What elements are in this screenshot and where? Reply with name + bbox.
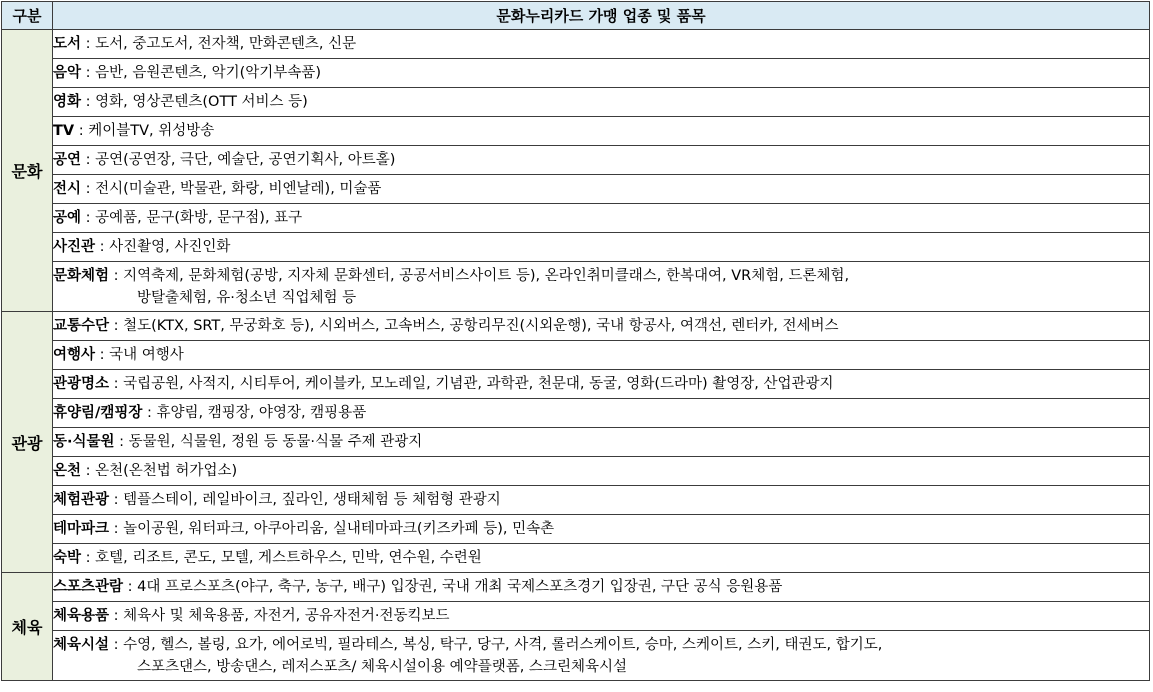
item-label: 스포츠관람 <box>53 578 124 595</box>
header-division: 구분 <box>2 2 53 30</box>
item-text: 도서, 중고도서, 전자책, 만화콘텐츠, 신문 <box>95 35 357 52</box>
item-text: 템플스테이, 레일바이크, 짚라인, 생태체험 등 체험형 관광지 <box>123 491 501 508</box>
separator: : <box>95 238 110 255</box>
item-cell <box>53 341 1150 370</box>
item-cell <box>53 457 1150 486</box>
item-label: 전시 <box>53 180 82 197</box>
separator: : <box>109 607 124 624</box>
separator: : <box>74 122 89 139</box>
item-cell <box>53 204 1150 233</box>
item-cell <box>53 486 1150 515</box>
item-label: 공예 <box>53 209 82 226</box>
category-cell: 관광 <box>2 312 53 573</box>
table-row <box>2 233 1150 262</box>
item-text: 국내 여행사 <box>109 346 184 363</box>
table-row <box>2 341 1150 370</box>
item-cell <box>53 146 1150 175</box>
item-label: 음악 <box>53 64 82 81</box>
separator: : <box>81 462 96 479</box>
table-row <box>2 602 1150 631</box>
separator: : <box>81 93 96 110</box>
table-row <box>2 117 1150 146</box>
table-row <box>2 370 1150 399</box>
separator: : <box>95 346 110 363</box>
item-cell <box>53 428 1150 457</box>
item-label: 사진관 <box>53 238 96 255</box>
separator: : <box>81 209 96 226</box>
table-row <box>2 515 1150 544</box>
separator: : <box>109 491 124 508</box>
item-cell <box>53 117 1150 146</box>
separator: : <box>123 578 138 595</box>
table-row <box>2 544 1150 573</box>
item-label: 숙박 <box>53 549 82 566</box>
table-row <box>2 30 1150 59</box>
separator: : <box>109 375 124 392</box>
item-text: 공연(공연장, 극단, 예술단, 공연기획사, 아트홀) <box>95 151 396 168</box>
item-text: 공예품, 문구(화방, 문구점), 표구 <box>95 209 303 226</box>
item-label: 체험관광 <box>53 491 110 508</box>
item-text-continued: 방탈출체험, 유·청소년 직업체험 등 <box>137 289 357 306</box>
table-body <box>2 2 1150 681</box>
item-label: 관광명소 <box>53 375 110 392</box>
table-row <box>2 175 1150 204</box>
table-row <box>2 312 1150 341</box>
item-label: 온천 <box>53 462 82 479</box>
item-text: 놀이공원, 워터파크, 아쿠아리움, 실내테마파크(키즈카페 등), 민속촌 <box>123 520 555 537</box>
item-label: 영화 <box>53 93 82 110</box>
item-label: 휴양림/캠핑장 <box>53 404 143 421</box>
header-items: 문화누리카드 가맹 업종 및 품목 <box>53 2 1150 30</box>
separator: : <box>109 520 124 537</box>
item-text: 음반, 음원콘텐츠, 악기(악기부속품) <box>95 64 321 81</box>
item-cell <box>53 602 1150 631</box>
separator: : <box>81 151 96 168</box>
item-cell <box>53 59 1150 88</box>
item-text: 동물원, 식물원, 정원 등 동물·식물 주제 관광지 <box>128 433 423 450</box>
table-row <box>2 399 1150 428</box>
item-text: 체육사 및 체육용품, 자전거, 공유자전거·전동킥보드 <box>123 607 450 624</box>
item-cell <box>53 515 1150 544</box>
table-row <box>2 457 1150 486</box>
item-label: 테마파크 <box>53 520 110 537</box>
item-text: 휴양림, 캠핑장, 야영장, 캠핑용품 <box>156 404 367 421</box>
item-text: 호텔, 리조트, 콘도, 모텔, 게스트하우스, 민박, 연수원, 수련원 <box>95 549 482 566</box>
item-text: 케이블TV, 위성방송 <box>88 122 215 139</box>
item-text: 국립공원, 사적지, 시티투어, 케이블카, 모노레일, 기념관, 과학관, 천문대, 동굴, 영화(드라마) 촬영장, 산업관광지 <box>123 375 834 392</box>
item-text: 지역축제, 문화체험(공방, 지자체 문화센터, 공공서비스사이트 등), 온라인취미클래스, 한복대여, VR체험, 드론체험, <box>123 267 850 284</box>
item-label: TV <box>53 122 75 139</box>
item-text: 4대 프로스포츠(야구, 축구, 농구, 배구) 입장권, 국내 개최 국제스포츠경기 입장권, 구단 공식 응원용품 <box>137 578 783 595</box>
category-cell: 체육 <box>2 573 53 681</box>
item-label: 동·식물원 <box>53 433 115 450</box>
item-cell <box>53 631 1150 681</box>
table-row <box>2 486 1150 515</box>
item-text-continued: 스포츠댄스, 방송댄스, 레저스포츠/ 체육시설이용 예약플랫폼, 스크린체육시설 <box>137 658 627 675</box>
item-cell <box>53 233 1150 262</box>
item-text: 온천(온천법 허가업소) <box>95 462 238 479</box>
separator: : <box>109 636 124 653</box>
item-cell <box>53 262 1150 312</box>
separator: : <box>114 433 129 450</box>
item-text: 철도(KTX, SRT, 무궁화호 등), 시외버스, 고속버스, 공항리무진(시외운행), 국내 항공사, 여객선, 렌터카, 전세버스 <box>123 317 839 334</box>
table-row <box>2 262 1150 312</box>
table-row <box>2 88 1150 117</box>
item-label: 문화체험 <box>53 267 110 284</box>
item-cell <box>53 30 1150 59</box>
separator: : <box>142 404 157 421</box>
separator: : <box>81 180 96 197</box>
item-cell <box>53 573 1150 602</box>
item-label: 도서 <box>53 35 82 52</box>
table-row <box>2 204 1150 233</box>
item-label: 여행사 <box>53 346 96 363</box>
item-label: 체육시설 <box>53 636 110 653</box>
table-row <box>2 146 1150 175</box>
item-cell <box>53 88 1150 117</box>
item-text: 전시(미술관, 박물관, 화랑, 비엔날레), 미술품 <box>95 180 382 197</box>
item-text: 영화, 영상콘텐츠(OTT 서비스 등) <box>95 93 308 110</box>
header-row <box>2 2 1150 30</box>
separator: : <box>81 35 96 52</box>
table-row <box>2 573 1150 602</box>
item-cell <box>53 544 1150 573</box>
item-cell <box>53 370 1150 399</box>
table-row <box>2 428 1150 457</box>
separator: : <box>81 549 96 566</box>
item-label: 교통수단 <box>53 317 110 334</box>
item-text: 수영, 헬스, 볼링, 요가, 에어로빅, 필라테스, 복싱, 탁구, 당구, 사격, 롤러스케이트, 승마, 스케이트, 스키, 태권도, 합기도, <box>123 636 883 653</box>
item-text: 사진촬영, 사진인화 <box>109 238 231 255</box>
item-label: 체육용품 <box>53 607 110 624</box>
item-cell <box>53 175 1150 204</box>
separator: : <box>109 317 124 334</box>
item-label: 공연 <box>53 151 82 168</box>
table-row <box>2 631 1150 681</box>
category-cell: 문화 <box>2 30 53 312</box>
separator: : <box>109 267 124 284</box>
item-cell <box>53 399 1150 428</box>
separator: : <box>81 64 96 81</box>
item-cell <box>53 312 1150 341</box>
table-row <box>2 59 1150 88</box>
store-category-table <box>1 1 1150 681</box>
